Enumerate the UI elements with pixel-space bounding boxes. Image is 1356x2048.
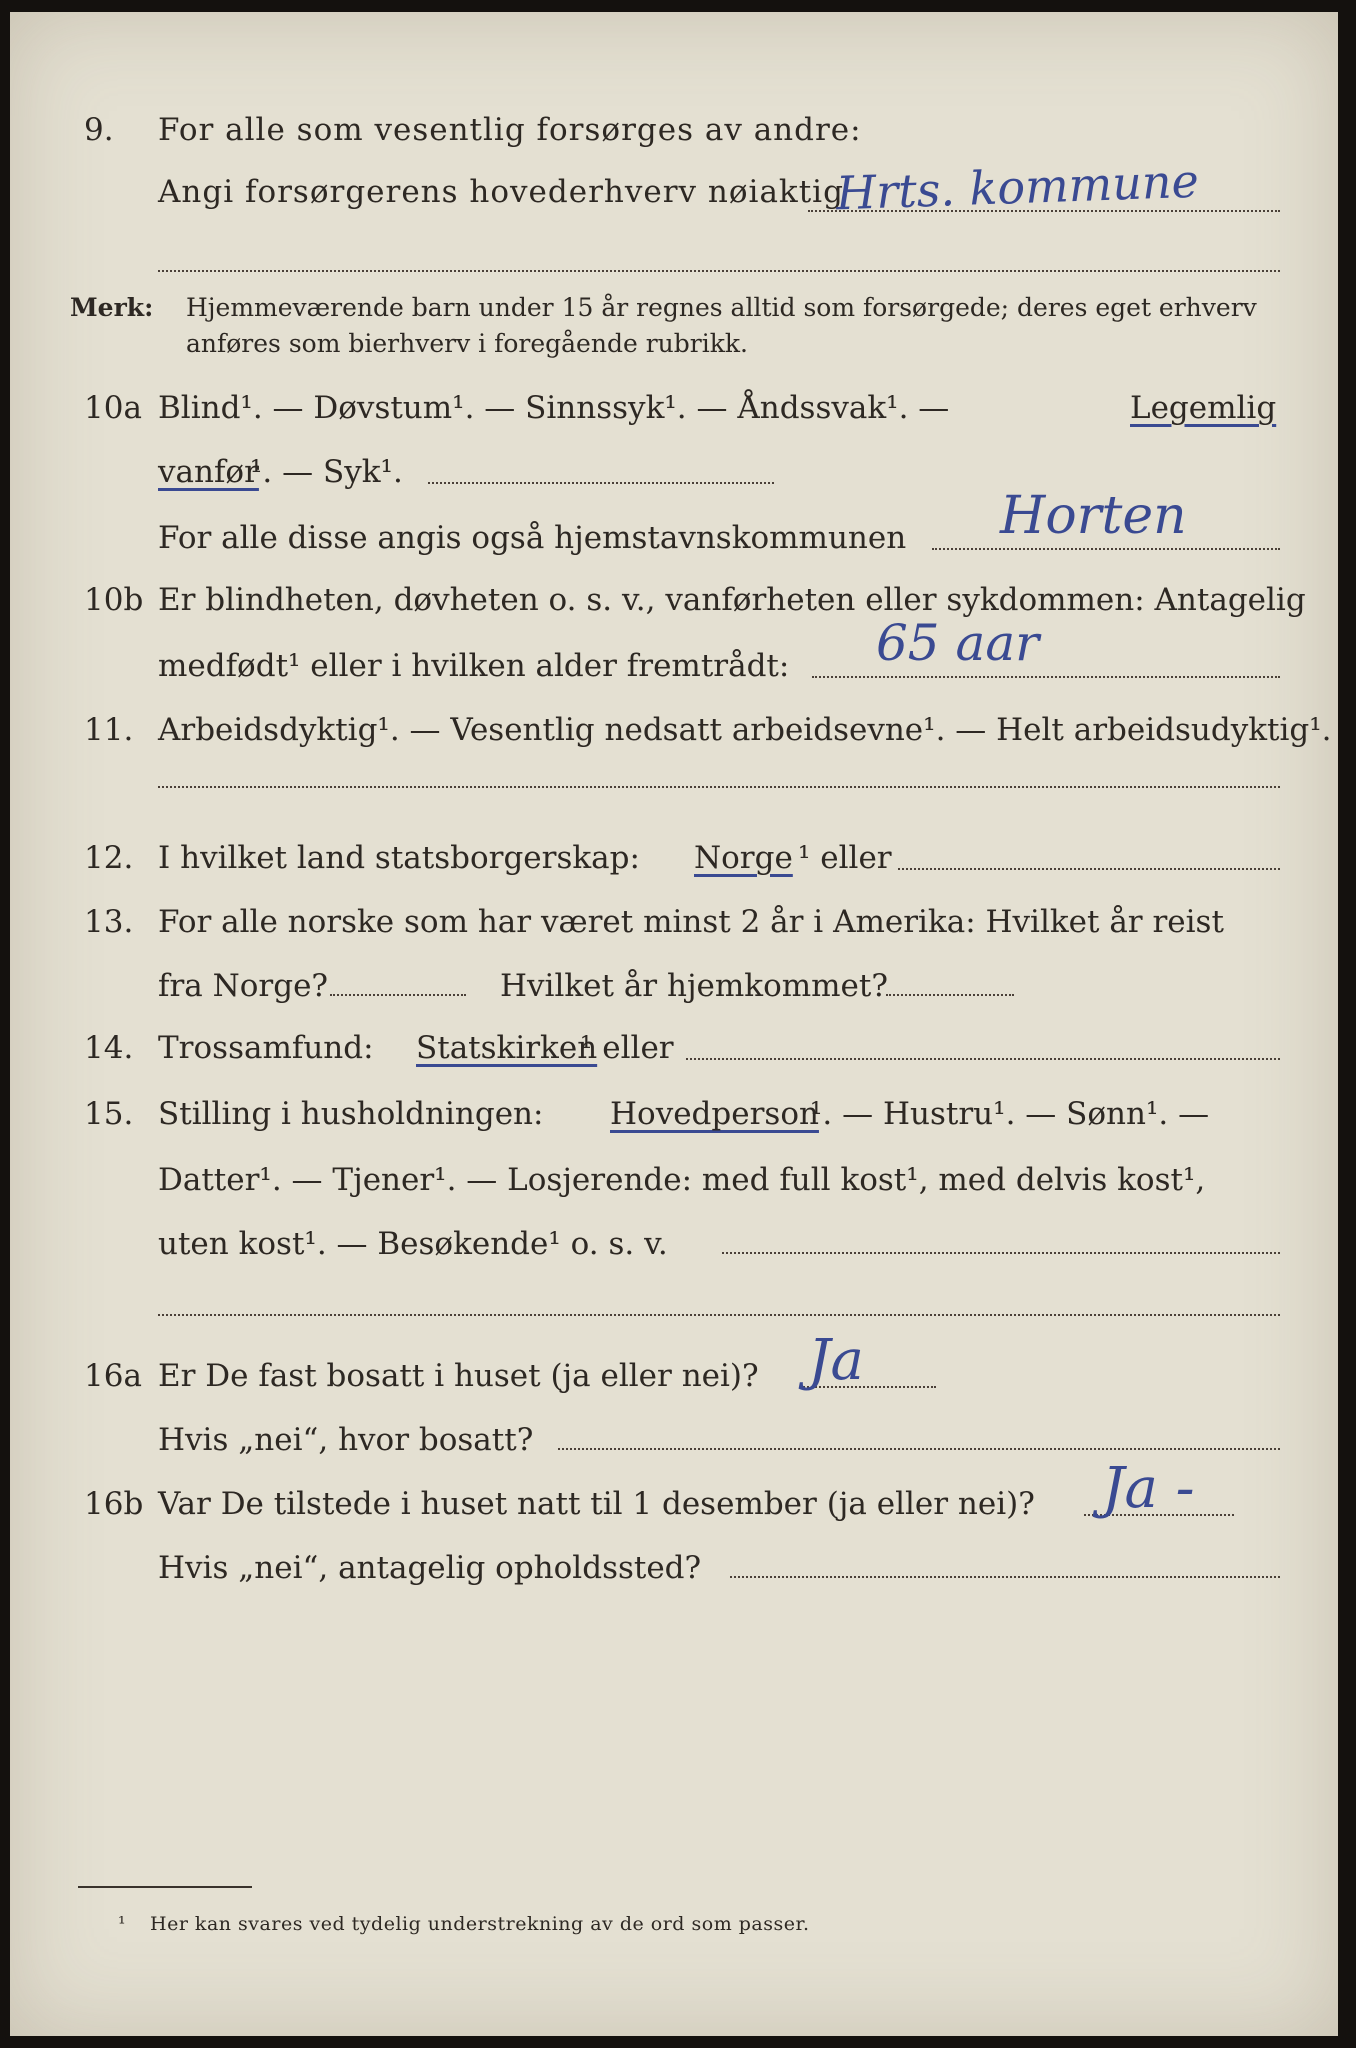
q12-number: 12. [84,840,134,876]
q14-text-1c: ¹ eller [580,1030,674,1066]
q16b-opholdssted-line [730,1576,1280,1578]
q15-number: 15. [84,1096,134,1132]
merk-text-1: Hjemmeværende barn under 15 år regnes alltid som forsørgede; deres eget erhverv [186,293,1257,322]
footnote-mark: ¹ [118,1913,126,1935]
q10b-handwritten-answer: 65 aar [876,614,1040,672]
q13-text-2b: Hvilket år hjemkommet? [500,968,888,1004]
census-form-page [10,12,1338,2036]
q15-hovedperson: Hovedperson [610,1096,819,1132]
q10a-number: 10a [84,390,142,426]
q10a-handwritten-answer: Horten [1000,486,1187,546]
footnote-rule [78,1886,252,1888]
merk-text-2: anføres som bierhverv i foregående rubrikk. [186,329,748,358]
q9-text-1: For alle som vesentlig forsørges av andre: [158,112,862,148]
q14-statskirken: Statskirken [416,1030,598,1066]
q11-separator [158,786,1280,788]
q11-number: 11. [84,712,134,748]
q10b-text-2: medfødt¹ eller i hvilken alder fremtrådt: [158,648,790,684]
q15-text-2: Datter¹. — Tjener¹. — Losjerende: med full kost¹, med delvis kost¹, [158,1162,1206,1198]
q16a-bosatt-line [558,1448,1280,1450]
q12-answer-line [898,868,1280,870]
q10b-answer-line [812,676,1280,678]
q10b-number: 10b [84,582,144,618]
q14-number: 14. [84,1030,134,1066]
q13-text-2a: fra Norge? [158,968,329,1004]
q15-text-1c: ¹. — Hustru¹. — Sønn¹. — [810,1096,1210,1132]
q10a-vanfor: vanfør [158,454,259,490]
q9-separator [158,270,1280,272]
q9-number: 9. [84,112,114,148]
q9-text-2: Angi forsørgerens hovederhverv nøiaktig [158,174,844,210]
q13-reist-line [330,994,466,996]
footnote-text: Her kan svares ved tydelig understrekning av de ord som passer. [150,1913,810,1935]
q15-answer-line [722,1252,1280,1254]
q16b-handwritten-answer: Ja - [1102,1456,1195,1521]
q12-text-1a: I hvilket land statsborgerskap: [158,840,640,876]
q13-hjemkommet-line [886,994,1014,996]
q13-number: 13. [84,904,134,940]
q10a-text-1a: Blind¹. — Døvstum¹. — Sinnssyk¹. — Åndssvak¹. — [158,390,950,426]
q12-text-1c: ¹ eller [798,840,892,876]
q16b-text-2: Hvis „nei“, antagelig opholdssted? [158,1550,702,1586]
merk-label: Merk: [70,293,154,322]
q13-text-1: For alle norske som har været minst 2 år i Amerika: Hvilket år reist [158,904,1224,940]
q14-answer-line [686,1058,1280,1060]
q16a-text-1: Er De fast bosatt i huset (ja eller nei)? [158,1358,759,1394]
q9-handwritten-answer: Hrts. kommune [835,153,1200,221]
q16a-text-2: Hvis „nei“, hvor bosatt? [158,1422,534,1458]
q15-separator [158,1314,1280,1316]
q10a-answer-line [932,548,1280,550]
q16a-handwritten-answer: Ja [808,1328,864,1393]
q11-text-1: Arbeidsdyktig¹. — Vesentlig nedsatt arbeidsevne¹. — Helt arbeidsudyktig¹. [158,712,1332,748]
q10a-text-3: For alle disse angis også hjemstavnskommunen [158,520,907,556]
q14-text-1a: Trossamfund: [158,1030,374,1066]
q10a-legemlig: Legemlig [1130,390,1277,426]
q15-text-1a: Stilling i husholdningen: [158,1096,544,1132]
q12-norge: Norge [694,840,793,876]
q10a-text-2b: ¹. — Syk¹. [250,454,403,490]
q10a-syk-line [428,482,774,484]
q15-text-3: uten kost¹. — Besøkende¹ o. s. v. [158,1226,668,1262]
q16a-number: 16a [84,1358,142,1394]
q16b-number: 16b [84,1486,144,1522]
q16b-text-1: Var De tilstede i huset natt til 1 desember (ja eller nei)? [158,1486,1035,1522]
q10b-text-1: Er blindheten, døvheten o. s. v., vanførheten eller sykdommen: Antagelig [158,582,1306,618]
